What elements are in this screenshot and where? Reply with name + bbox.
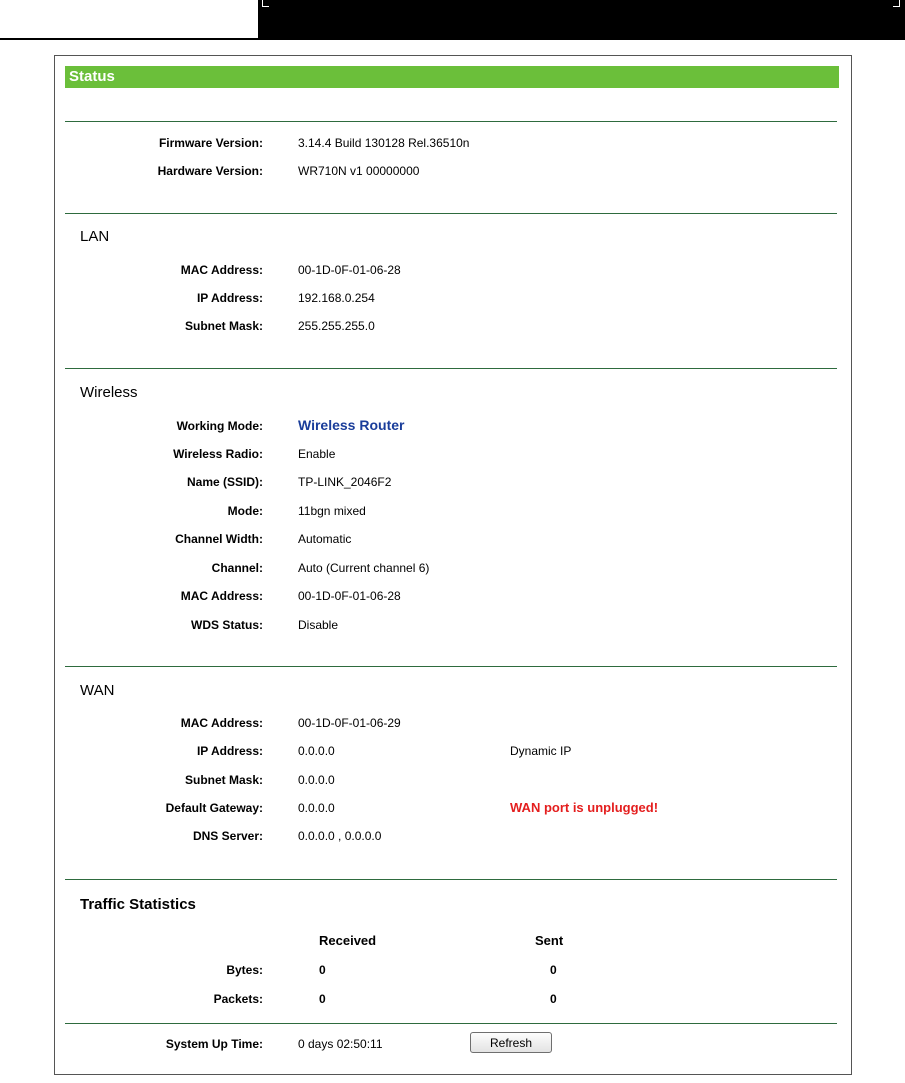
ssid-value: TP-LINK_2046F2 [298,475,392,489]
bytes-label: Bytes: [226,963,263,977]
header-tick-right [893,0,900,7]
wan-connection-type: Dynamic IP [510,744,572,758]
channel-width-value: Automatic [298,532,352,546]
wan-ip-label: IP Address: [196,744,263,758]
manual-header-bar [258,0,905,38]
divider [65,121,837,122]
wireless-radio-value: Enable [298,447,336,461]
wan-mac-label: MAC Address: [180,716,263,730]
hardware-value: WR710N v1 00000000 [298,164,420,178]
lan-ip-value: 192.168.0.254 [298,291,375,305]
traffic-section-title: Traffic Statistics [80,896,196,913]
wds-status-label: WDS Status: [191,618,263,632]
firmware-value: 3.14.4 Build 130128 Rel.36510n [298,136,470,150]
firmware-label: Firmware Version: [158,136,263,150]
wan-subnet-label: Subnet Mask: [184,773,263,787]
working-mode-value: Wireless Router [298,417,405,433]
lan-subnet-label: Subnet Mask: [184,319,263,333]
lan-subnet-value: 255.255.255.0 [298,319,375,333]
working-mode-label: Working Mode: [176,419,263,433]
ssid-label: Name (SSID): [186,475,263,489]
bytes-received: 0 [319,963,326,977]
header-tick-left [262,0,269,7]
packets-sent: 0 [550,992,557,1006]
wan-gateway-value: 0.0.0.0 [298,801,335,815]
divider [65,1023,837,1024]
wireless-mac-label: MAC Address: [180,589,263,603]
page-title: Status [65,66,839,88]
wireless-mac-value: 00-1D-0F-01-06-28 [298,589,401,603]
mode-label: Mode: [227,504,263,518]
dns-server-label: DNS Server: [192,829,263,843]
wds-status-value: Disable [298,618,339,632]
packets-received: 0 [319,992,326,1006]
channel-width-label: Channel Width: [175,532,263,546]
uptime-value: 0 days 02:50:11 [298,1037,383,1051]
wan-subnet-value: 0.0.0.0 [298,773,335,787]
bytes-sent: 0 [550,963,557,977]
wan-ip-value: 0.0.0.0 [298,744,335,758]
divider [65,213,837,214]
sent-column-header: Sent [535,933,564,948]
wireless-section-title: Wireless [80,384,138,401]
status-panel [54,55,852,1075]
wan-gateway-label: Default Gateway: [165,801,263,815]
wan-section-title: WAN [80,682,115,699]
packets-label: Packets: [213,992,263,1006]
lan-mac-value: 00-1D-0F-01-06-28 [298,263,401,277]
wan-mac-value: 00-1D-0F-01-06-29 [298,716,401,730]
divider [65,879,837,880]
wireless-radio-label: Wireless Radio: [173,447,263,461]
divider [65,666,837,667]
uptime-label: System Up Time: [165,1037,263,1051]
hardware-label: Hardware Version: [157,164,263,178]
channel-label: Channel: [211,561,263,575]
header-rule [0,38,905,40]
refresh-button[interactable]: Refresh [470,1032,552,1053]
mode-value: 11bgn mixed [298,504,366,518]
lan-section-title: LAN [80,228,110,245]
lan-mac-label: MAC Address: [180,263,263,277]
divider [65,368,837,369]
dns-server-value: 0.0.0.0 , 0.0.0.0 [298,829,382,843]
lan-ip-label: IP Address: [196,291,263,305]
wan-unplugged-warning: WAN port is unplugged! [510,800,659,815]
received-column-header: Received [319,933,377,948]
channel-value: Auto (Current channel 6) [298,561,430,575]
